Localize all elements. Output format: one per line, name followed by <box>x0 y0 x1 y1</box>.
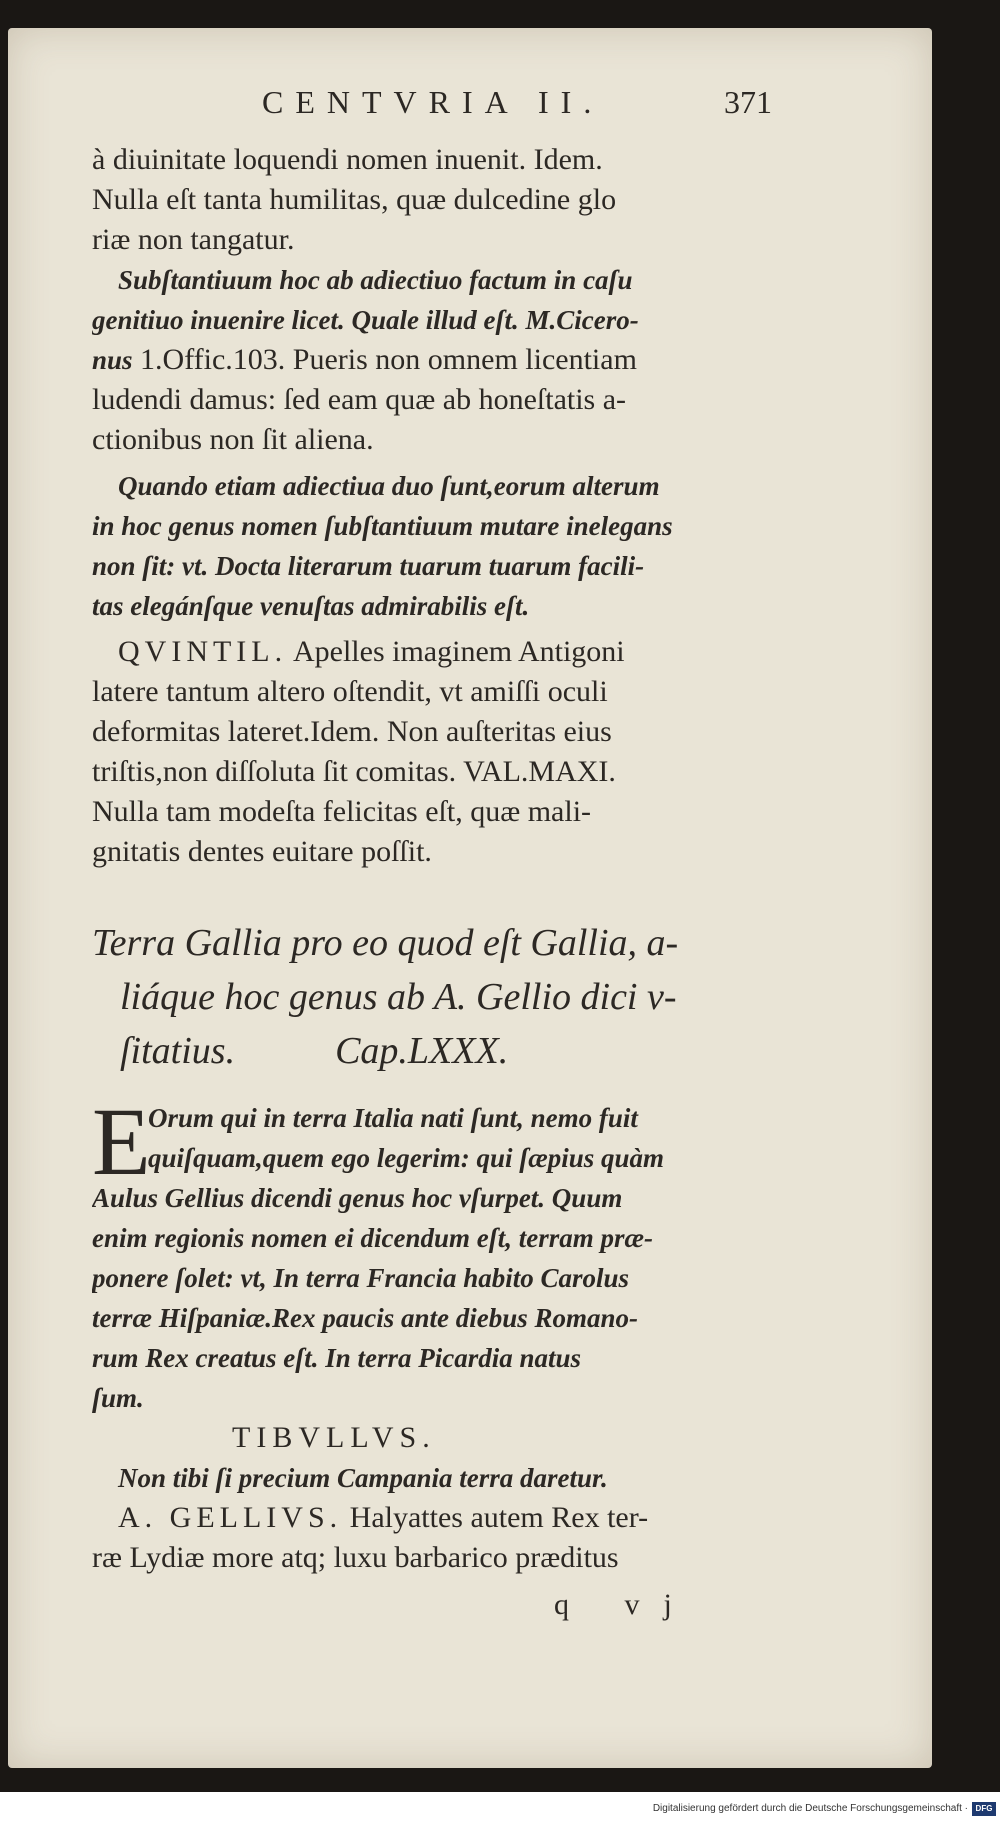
text-line: Aulus Gellius dicendi genus hoc vſurpet. Quum <box>92 1183 623 1213</box>
text-line: tas elegánſque venuſtas admirabilis eſt. <box>92 591 530 621</box>
drop-cap: E <box>92 1088 151 1195</box>
text-fragment: Apelles imaginem Antigoni <box>287 635 625 668</box>
signature-mark: q vj <box>554 1588 696 1621</box>
text-line: ræ Lydiæ more atq; luxu barbarico præditus <box>92 1541 619 1574</box>
author-name: A. GELLIVS. <box>118 1501 343 1534</box>
book-page <box>8 28 932 1768</box>
text-line: non ſit: vt. Docta literarum tuarum tuarum facili- <box>92 551 645 581</box>
text-line: gnitatis dentes euitare poſſit. <box>92 835 432 868</box>
author-name: QVINTIL. <box>118 635 288 668</box>
text-line: ponere ſolet: vt, In terra Francia habito Carolus <box>92 1263 630 1293</box>
text-line: Orum qui in terra Italia nati ſunt, nemo fuit <box>148 1103 638 1133</box>
text-line <box>92 1498 772 1538</box>
text-line: quiſquam,quem ego legerim: qui ſæpius quàm <box>148 1143 665 1173</box>
digitization-footer <box>0 1792 1000 1822</box>
text-line <box>92 632 772 672</box>
text-line: enim regionis nomen ei dicendum eſt, terram præ- <box>92 1223 654 1253</box>
text-line: Quando etiam adiectiua duo ſunt,eorum alterum <box>118 471 660 501</box>
running-head <box>92 84 772 140</box>
text-line: Nulla tam modeſta felicitas eſt, quæ mali- <box>92 795 592 828</box>
quotation-block <box>92 1418 772 1578</box>
text-line: ctionibus non ſit aliena. <box>92 423 374 456</box>
paragraph-4 <box>92 632 772 872</box>
text-line: deformitas lateret.Idem. Non auſteritas eius <box>92 715 612 748</box>
heading-line <box>92 1024 772 1078</box>
page-content <box>92 84 772 1622</box>
text-line <box>92 340 772 380</box>
text-fragment: Halyattes autem Rex ter- <box>342 1501 649 1534</box>
paragraph-2 <box>92 260 772 460</box>
verse-line: Non tibi ſi precium Campania terra daretur. <box>118 1463 608 1493</box>
text-line: genitiuo inuenire licet. Quale illud eſt. M.Cicero- <box>92 305 639 335</box>
text-line: riæ non tangatur. <box>92 223 295 256</box>
text-line: terræ Hiſpaniæ.Rex paucis ante diebus Romano- <box>92 1303 639 1333</box>
dfg-logo-icon: DFG <box>972 1802 996 1816</box>
heading-fragment: ſitatius. <box>120 1030 236 1072</box>
body-text <box>92 140 772 872</box>
author-name: TIBVLLVS. <box>232 1421 436 1454</box>
page-number: 371 <box>724 84 772 120</box>
text-line: ludendi damus: ſed eam quæ ab honeſtatis a- <box>92 383 627 416</box>
text-line: in hoc genus nomen ſubſtantiuum mutare inelegans <box>92 511 673 541</box>
paragraph-1 <box>92 140 772 260</box>
text-fragment: 1.Offic.103. Pueris non omnem licentiam <box>132 343 637 376</box>
chapter-number: Cap.LXXX. <box>335 1030 509 1072</box>
text-fragment: nus <box>92 345 133 375</box>
text-line: triſtis,non diſſoluta ſit comitas. VAL.MAXI. <box>92 755 616 788</box>
running-title: CENTVRIA II. <box>262 84 604 120</box>
text-line: Nulla eſt tanta humilitas, quæ dulcedine glo <box>92 183 617 216</box>
paragraph-3 <box>92 466 772 626</box>
chapter-heading <box>92 916 772 1078</box>
text-line: Subſtantiuum hoc ab adiectiuo factum in caſu <box>118 265 633 295</box>
heading-line: liáque hoc genus ab A. Gellio dici v- <box>120 976 677 1018</box>
text-line: latere tantum altero oſtendit, vt amiſſi oculi <box>92 675 608 708</box>
text-line: ſum. <box>92 1383 144 1413</box>
funding-credit: Digitalisierung gefördert durch die Deutsche Forschungsgemeinschaft · <box>652 1803 968 1814</box>
text-line: rum Rex creatus eſt. In terra Picardia natus <box>92 1343 582 1373</box>
text-line: à diuinitate loquendi nomen inuenit. Idem. <box>92 143 603 176</box>
paragraph-5 <box>92 1088 772 1418</box>
heading-line: Terra Gallia pro eo quod eſt Gallia, a- <box>92 922 679 964</box>
